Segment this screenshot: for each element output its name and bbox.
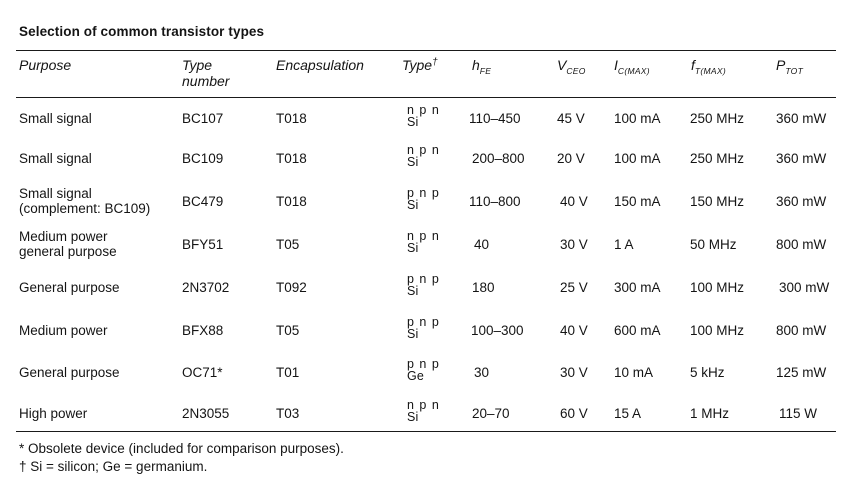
- cell-ft: 5 kHz: [690, 365, 725, 380]
- header-encapsulation: Encapsulation: [276, 57, 364, 73]
- header-type-number-line1: Type: [182, 57, 213, 73]
- header-vceo-sub: CEO: [566, 66, 586, 76]
- cell-ft: 250 MHz: [690, 151, 745, 166]
- purpose-line: Small signal: [19, 186, 92, 201]
- cell-type-number: 2N3702: [182, 280, 230, 295]
- cell-vceo: 40 V: [560, 194, 588, 209]
- cell-ic: 1 A: [614, 237, 634, 252]
- table-top-rule: [16, 50, 836, 51]
- cell-ic: 300 mA: [614, 280, 661, 295]
- header-bottom-rule: [16, 97, 836, 98]
- cell-type: [407, 144, 440, 168]
- table-bottom-rule: [16, 431, 836, 432]
- header-hfe: [472, 57, 491, 75]
- header-hfe-sub: FE: [479, 66, 492, 76]
- polarity: p n p: [407, 315, 440, 329]
- cell-ic: 100 mA: [614, 151, 661, 166]
- cell-type-number: OC71*: [182, 365, 223, 380]
- material: Ge: [407, 369, 425, 383]
- cell-hfe: 180: [472, 280, 495, 295]
- footnote-obsolete: * Obsolete device (included for comparison purposes).: [19, 441, 344, 456]
- material: Si: [407, 284, 419, 298]
- cell-ptot: 800 mW: [776, 323, 827, 338]
- cell-type: [407, 230, 440, 254]
- cell-type-number: BFX88: [182, 323, 224, 338]
- cell-purpose: [19, 323, 108, 338]
- footnote-materials: † Si = silicon; Ge = germanium.: [19, 459, 208, 474]
- header-ptot: [776, 57, 803, 75]
- cell-ic: 150 mA: [614, 194, 661, 209]
- cell-encapsulation: T05: [276, 323, 300, 338]
- header-ic-sub: C(MAX): [617, 66, 650, 76]
- cell-purpose: [19, 186, 150, 216]
- cell-type: [407, 358, 440, 382]
- cell-vceo: 45 V: [557, 111, 585, 126]
- polarity: n p n: [407, 103, 440, 117]
- cell-encapsulation: T01: [276, 365, 300, 380]
- header-type-dagger: †: [432, 57, 438, 68]
- cell-type-number: BC479: [182, 194, 224, 209]
- polarity: p n p: [407, 272, 440, 286]
- cell-ptot: 300 mW: [779, 280, 830, 295]
- cell-ic: 600 mA: [614, 323, 661, 338]
- material: Si: [407, 198, 419, 212]
- header-ft: [691, 57, 726, 75]
- cell-type: [407, 273, 440, 297]
- purpose-line: High power: [19, 406, 88, 421]
- cell-type-number: BC109: [182, 151, 224, 166]
- cell-encapsulation: T018: [276, 151, 307, 166]
- cell-ptot: 360 mW: [776, 151, 827, 166]
- material: Si: [407, 115, 419, 129]
- cell-hfe: 110–450: [469, 111, 521, 126]
- cell-ptot: 360 mW: [776, 194, 827, 209]
- cell-encapsulation: T092: [276, 280, 307, 295]
- cell-encapsulation: T05: [276, 237, 300, 252]
- purpose-line: (complement: BC109): [19, 201, 151, 216]
- purpose-line: Medium power: [19, 229, 108, 244]
- cell-encapsulation: T018: [276, 194, 307, 209]
- cell-ic: 15 A: [614, 406, 642, 421]
- cell-type-number: BC107: [182, 111, 224, 126]
- material: Si: [407, 327, 419, 341]
- cell-type: [407, 399, 440, 423]
- header-ic: [614, 57, 650, 75]
- cell-hfe: 30: [474, 365, 490, 380]
- purpose-line: General purpose: [19, 280, 120, 295]
- purpose-line: Small signal: [19, 151, 92, 166]
- cell-ptot: 115 W: [779, 406, 818, 421]
- material: Si: [407, 241, 419, 255]
- cell-vceo: 25 V: [560, 280, 588, 295]
- cell-ft: 250 MHz: [690, 111, 745, 126]
- polarity: n p n: [407, 398, 440, 412]
- cell-ft: 150 MHz: [690, 194, 745, 209]
- cell-ic: 100 mA: [614, 111, 661, 126]
- polarity: n p n: [407, 143, 440, 157]
- cell-hfe: 110–800: [469, 194, 521, 209]
- header-hfe-base: h: [472, 57, 480, 73]
- table-title: Selection of common transistor types: [19, 24, 265, 39]
- cell-vceo: 30 V: [560, 237, 588, 252]
- cell-purpose: [19, 229, 117, 259]
- cell-encapsulation: T018: [276, 111, 307, 126]
- cell-hfe: 40: [474, 237, 490, 252]
- cell-ptot: 800 mW: [776, 237, 827, 252]
- cell-hfe: 100–300: [471, 323, 524, 338]
- cell-encapsulation: T03: [276, 406, 300, 421]
- cell-type: [407, 316, 440, 340]
- header-ft-sub: T(MAX): [694, 66, 726, 76]
- cell-type: [407, 104, 440, 128]
- cell-type-number: BFY51: [182, 237, 224, 252]
- header-purpose: Purpose: [19, 57, 72, 73]
- header-vceo-base: V: [557, 57, 567, 73]
- header-ft-base: f: [691, 57, 695, 73]
- material: Si: [407, 410, 419, 424]
- polarity: p n p: [407, 186, 440, 200]
- purpose-line: General purpose: [19, 365, 120, 380]
- cell-ft: 50 MHz: [690, 237, 737, 252]
- header-type-number-line2: number: [182, 73, 230, 89]
- header-type-number: [182, 57, 229, 89]
- cell-ic: 10 mA: [614, 365, 654, 380]
- purpose-line: Medium power: [19, 323, 108, 338]
- cell-vceo: 60 V: [560, 406, 588, 421]
- polarity: n p n: [407, 229, 440, 243]
- cell-ft: 100 MHz: [690, 280, 745, 295]
- cell-ptot: 125 mW: [776, 365, 827, 380]
- cell-hfe: 200–800: [472, 151, 525, 166]
- header-ic-base: I: [614, 57, 618, 73]
- cell-purpose: [19, 111, 92, 126]
- material: Si: [407, 155, 419, 169]
- cell-vceo: 20 V: [557, 151, 585, 166]
- cell-vceo: 40 V: [560, 323, 588, 338]
- cell-ft: 100 MHz: [690, 323, 745, 338]
- cell-type: [407, 187, 440, 211]
- cell-ft: 1 MHz: [690, 406, 730, 421]
- cell-vceo: 30 V: [560, 365, 588, 380]
- purpose-line: Small signal: [19, 111, 92, 126]
- header-type-label: Type: [402, 57, 433, 73]
- cell-ptot: 360 mW: [776, 111, 827, 126]
- cell-purpose: [19, 151, 92, 166]
- cell-purpose: [19, 365, 120, 380]
- header-vceo: [557, 57, 586, 75]
- header-type: [402, 57, 438, 76]
- purpose-line: general purpose: [19, 244, 117, 259]
- cell-hfe: 20–70: [472, 406, 510, 421]
- polarity: p n p: [407, 357, 440, 371]
- cell-type-number: 2N3055: [182, 406, 230, 421]
- header-ptot-sub: TOT: [785, 66, 804, 76]
- cell-purpose: [19, 406, 87, 421]
- cell-purpose: [19, 280, 120, 295]
- header-ptot-base: P: [776, 57, 786, 73]
